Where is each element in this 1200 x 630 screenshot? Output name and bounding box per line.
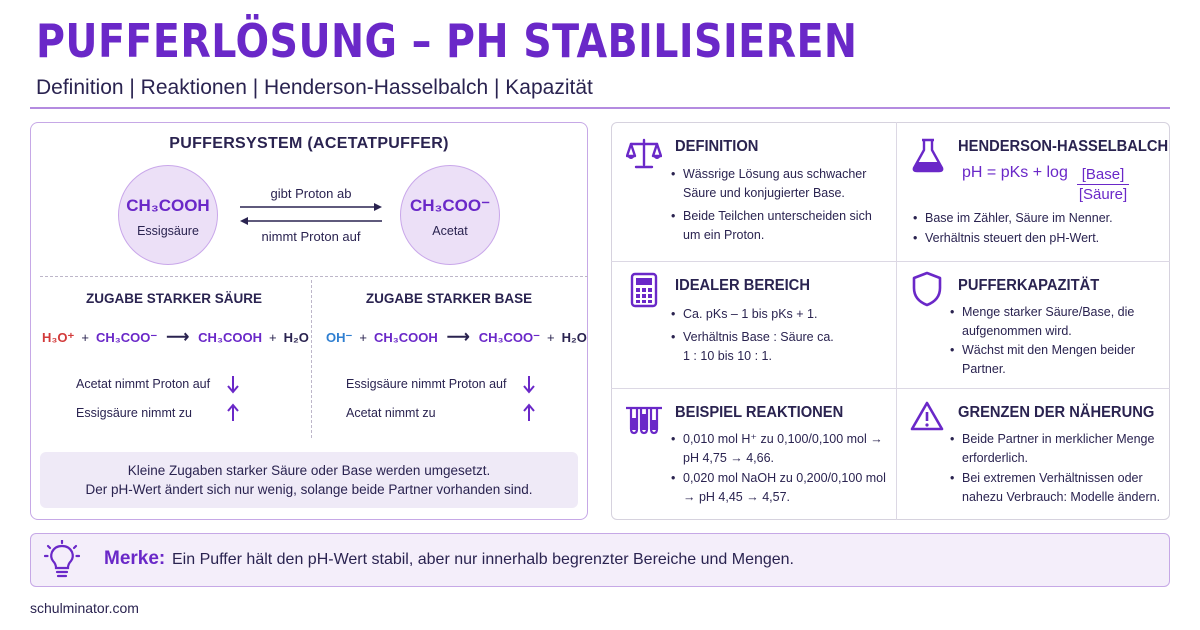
henderson-bullet-1: • Base im Zähler, Säure im Nenner. [925,209,1155,228]
footer-source[interactable]: schulminator.com [30,600,139,616]
test-tubes-icon [625,402,663,436]
backward-label: nimmt Proton auf [261,229,361,244]
acid-formula: CH₃COOH [126,196,210,215]
limits-bullet-2: • Bei extremen Verhältnissen oder nahezu Verbrauch: Modelle ändern. [962,469,1167,507]
definition-bullet-2: • Beide Teilchen unterscheiden sich um ein Proton. [683,207,883,245]
page-subtitle: Definition | Reaktionen | Henderson-Hasselbalch | Kapazität [36,76,593,99]
buffer-system-title: PUFFERSYSTEM (ACETATPUFFER) [169,135,449,152]
dashed-divider-horizontal [40,276,588,277]
calculator-icon [630,272,658,308]
acid-addition-title: ZUGABE STARKER SÄURE [85,291,262,306]
acid-note-1: Acetat nimmt Proton auf [76,377,211,391]
merke-text: Ein Puffer hält den pH-Wert stabil, aber nur innerhalb begrenzter Bereiche und Mengen. [172,551,794,568]
ideal-range-title: IDEALER BEREICH [675,277,810,294]
acid-reaction: H₃O⁺ + CH₃COO⁻ ⟶ CH₃COOH + H₂O [42,329,309,346]
summary-line-1: Kleine Zugaben starker Säure oder Base werden umgesetzt. [127,463,491,478]
reactant-acetate: CH₃COO⁻ [95,330,158,345]
product-acetic-acid: CH₃COOH [198,330,262,345]
fraction-numerator: [Base] [1077,166,1129,185]
henderson-title: HENDERSON-HASSELBALCH [958,138,1169,155]
capacity-title: PUFFERKAPAZITÄT [958,277,1100,294]
balance-scale-icon [626,136,662,170]
henderson-fraction [1077,166,1129,203]
equilibrium-arrows-icon [236,201,386,227]
ideal-range-bullet-1: • Ca. pKs – 1 bis pKs + 1. [683,305,883,324]
warning-icon [910,400,944,432]
base-formula: CH₃COO⁻ [409,196,491,215]
arrow-up-icon [226,403,240,423]
product-water: H₂O [561,330,587,345]
capacity-bullet-2: • Wächst mit den Mengen beider Partner. [962,341,1152,379]
grid-divider-horizontal [611,388,1170,389]
henderson-formula: pH = pKs + log [962,164,1068,181]
base-note-2: Acetat nimmt zu [346,406,436,420]
acid-name: Essigsäure [137,224,199,238]
acid-note-2: Essigsäure nimmt zu [76,406,193,420]
base-addition-title: ZUGABE STARKER BASE [365,291,533,306]
arrow-down-icon [522,374,536,394]
product-acetate: CH₃COO⁻ [478,330,540,345]
base-name: Acetat [432,224,468,238]
forward-label: gibt Proton ab [270,186,352,201]
lightbulb-icon [44,540,80,582]
limits-title: GRENZEN DER NÄHERUNG [958,404,1155,421]
examples-title: BEISPIEL REAKTIONEN [675,404,844,421]
capacity-bullet-1: • Menge starker Säure/Base, die aufgenommen wird. [962,303,1152,341]
product-water: H₂O [283,330,309,345]
examples-bullet-2: • 0,020 mol NaOH zu 0,200/0,100 mol → pH 4,45 → 4,57. [683,469,898,507]
summary-line-2: Der pH-Wert ändert sich nur wenig, solange beide Partner vorhanden sind. [85,482,533,497]
arrow-up-icon [522,403,536,423]
merke-label: Merke: [104,548,166,569]
grid-divider-vertical [896,122,897,520]
reactant-acetic-acid: CH₃COOH [373,330,438,345]
page-title: PUFFERLÖSUNG – PH STABILISIEREN [36,14,858,68]
examples-bullet-1: • 0,010 mol H⁺ zu 0,100/0,100 mol → pH 4,75 → 4,66. [683,430,888,468]
reactant-hydroxide: OH⁻ [326,330,353,345]
grid-divider-horizontal [611,261,1170,262]
definition-bullet-1: • Wässrige Lösung aus schwacher Säure und konjugierter Base. [683,165,883,203]
shield-icon [911,270,943,308]
summary-box [40,452,578,508]
title-divider [30,107,1170,109]
base-reaction: OH⁻ + CH₃COOH ⟶ CH₃COO⁻ + H₂O [326,329,587,346]
flask-icon [910,136,946,174]
definition-title: DEFINITION [675,138,759,155]
arrow-down-icon [226,374,240,394]
fraction-denominator: [Säure] [1078,186,1128,203]
base-note-1: Essigsäure nimmt Proton auf [346,377,507,391]
ideal-range-bullet-2: • Verhältnis Base : Säure ca. 1 : 10 bis 10 : 1. [683,328,843,366]
henderson-bullet-2: • Verhältnis steuert den pH-Wert. [925,229,1155,248]
acid-circle [118,165,218,265]
base-circle [400,165,500,265]
limits-bullet-1: • Beide Partner in merklicher Menge erforderlich. [962,430,1162,468]
dashed-divider-vertical [311,280,312,438]
reactant-hydronium: H₃O⁺ [42,330,75,345]
